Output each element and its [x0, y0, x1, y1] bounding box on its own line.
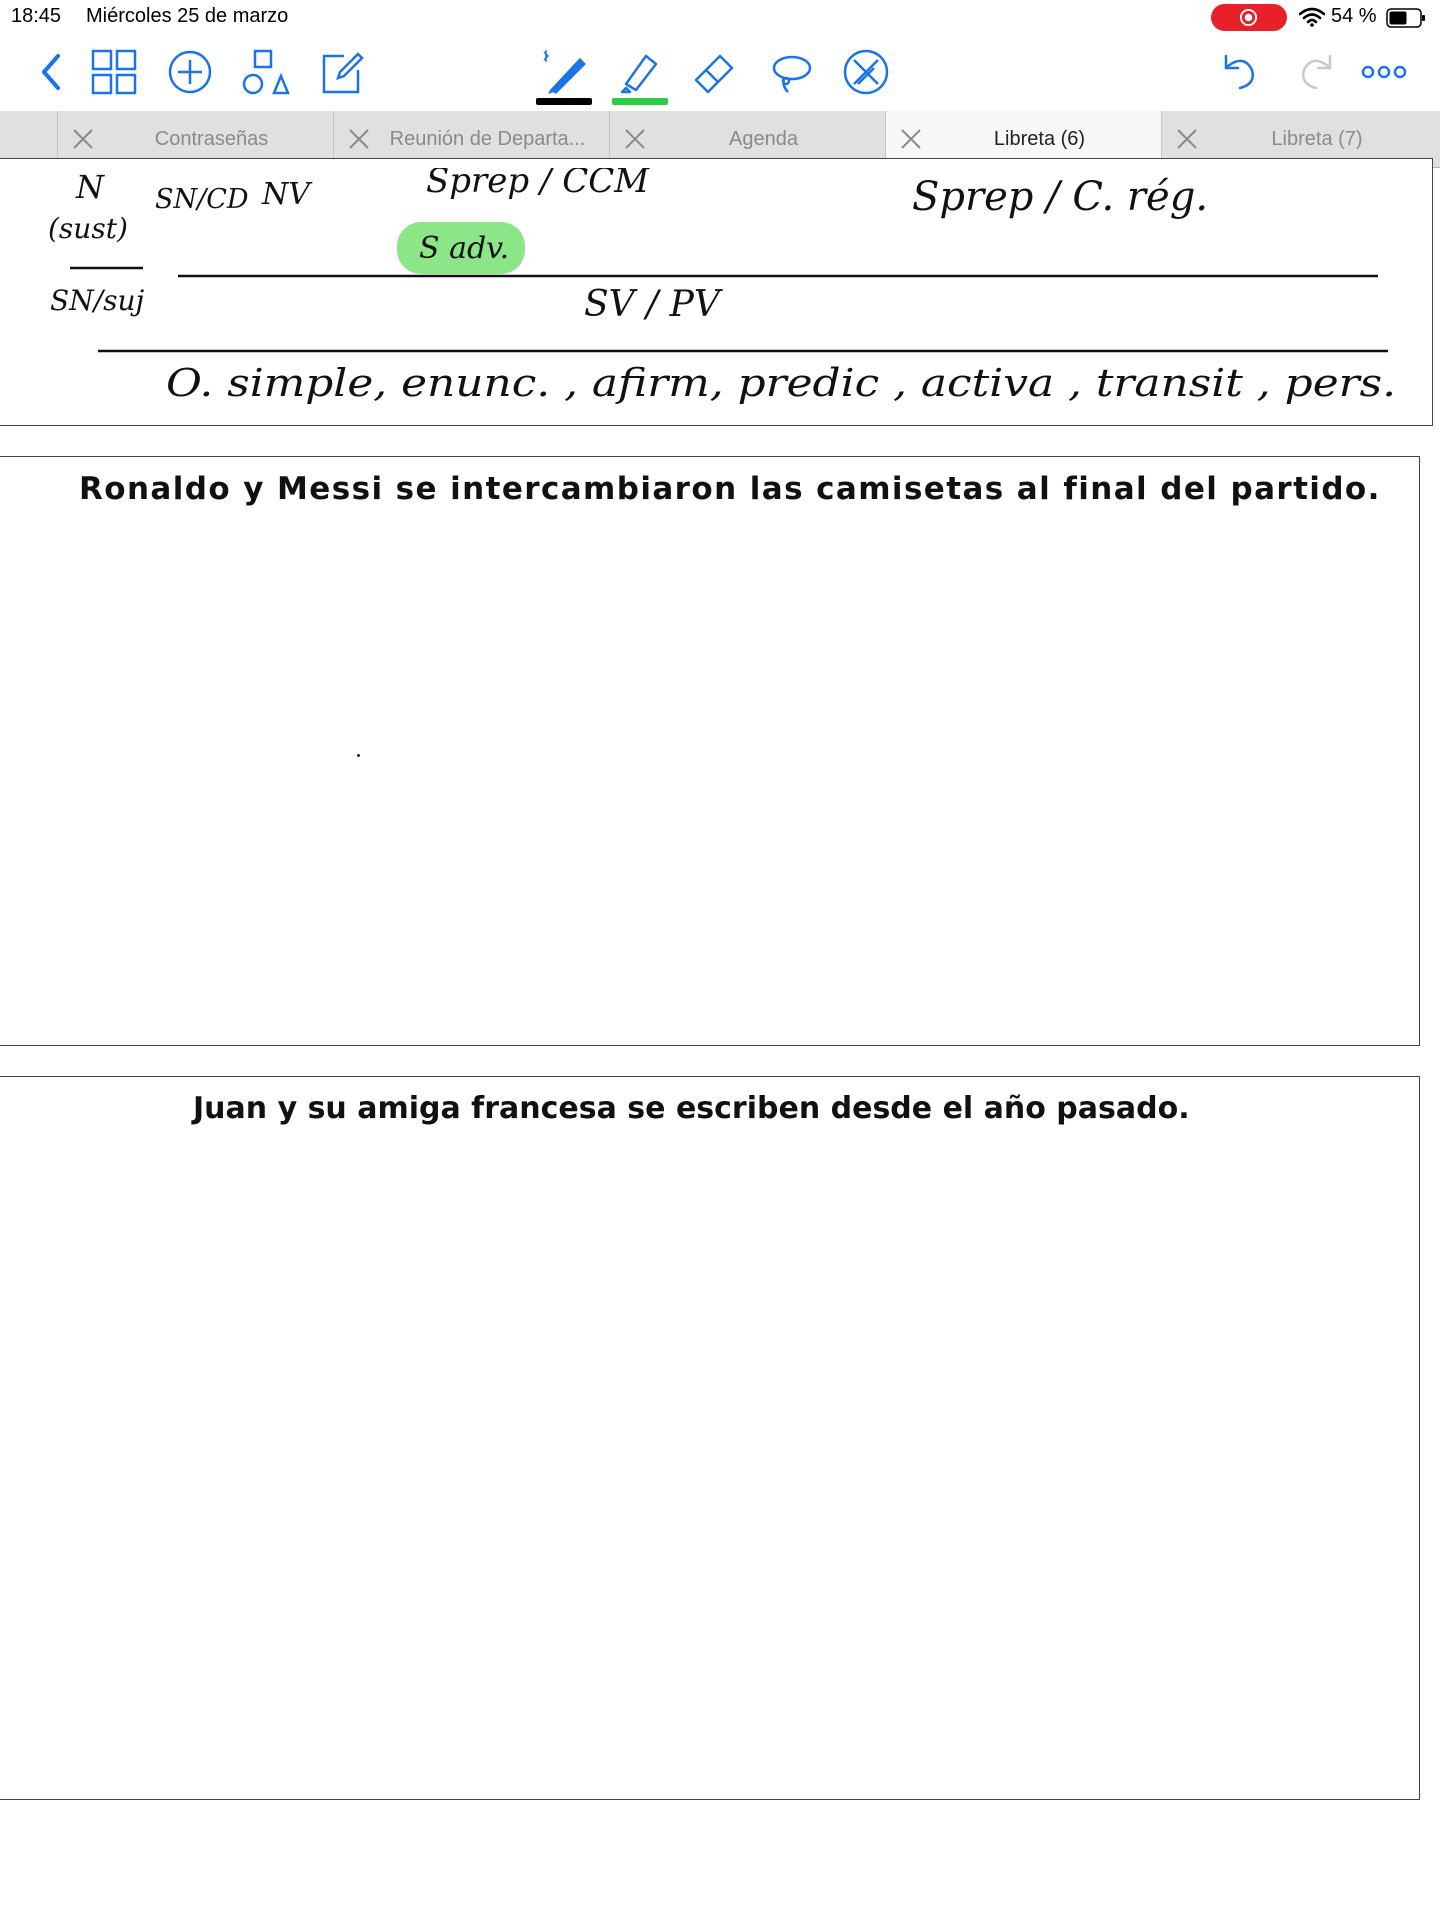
tab-label: Agenda — [729, 128, 798, 150]
notebook-page[interactable] — [0, 168, 1440, 1920]
pen-tool-icon[interactable] — [538, 48, 586, 96]
ink-classification: O. simple, enunc. , afirm, predic , activa , transit , pers. — [166, 361, 1396, 405]
battery-icon — [1386, 8, 1426, 28]
edit-icon[interactable] — [318, 48, 366, 96]
page-grid-icon[interactable] — [90, 48, 138, 96]
screen-recording-indicator[interactable] — [1211, 4, 1287, 31]
pen-color-indicator — [536, 98, 592, 105]
status-time: 18:45 — [11, 5, 62, 27]
add-page-icon[interactable] — [166, 48, 214, 96]
ink-sadv: S adv. — [419, 231, 510, 266]
handwritten-analysis — [0, 168, 1440, 438]
lasso-tool-icon[interactable] — [766, 48, 814, 96]
tab-label: Reunión de Departa... — [389, 128, 586, 150]
close-icon[interactable] — [900, 128, 922, 150]
close-icon[interactable] — [1176, 128, 1198, 150]
exercise-box-2 — [0, 456, 1420, 1046]
undo-icon[interactable] — [1216, 48, 1264, 96]
status-bar — [0, 0, 1440, 34]
toolbar — [0, 36, 1440, 110]
close-icon[interactable] — [72, 128, 94, 150]
shapes-icon[interactable] — [242, 48, 290, 96]
tab-label: Libreta (6) — [993, 128, 1086, 150]
ink-sn-suj: SN/suj — [50, 284, 145, 317]
ink-nv: NV — [262, 177, 310, 212]
laser-pointer-icon[interactable] — [842, 48, 890, 96]
back-chevron-icon[interactable] — [28, 48, 76, 96]
ink-sprep-ccm: Sprep / CCM — [426, 168, 650, 201]
ink-n: N — [76, 168, 104, 206]
status-date: Miércoles 25 de marzo — [86, 5, 289, 27]
exercise-sentence: Juan y su amiga francesa se escriben desde el año pasado. — [193, 1091, 1190, 1126]
battery-percent: 54 % — [1331, 5, 1377, 27]
ink-sprep-creg: Sprep / C. rég. — [912, 174, 1209, 220]
exercise-box-3 — [0, 1076, 1420, 1800]
highlighter-color-indicator — [612, 98, 668, 105]
close-icon[interactable] — [624, 128, 646, 150]
eraser-tool-icon[interactable] — [690, 48, 738, 96]
ink-sv-pv: SV / PV — [584, 284, 720, 325]
ink-dot — [357, 754, 360, 757]
ink-sust: (sust) — [48, 212, 128, 245]
wifi-icon — [1299, 7, 1325, 27]
more-icon[interactable] — [1360, 48, 1408, 96]
close-icon[interactable] — [348, 128, 370, 150]
tab-label: Contraseñas — [154, 128, 269, 150]
exercise-sentence: Ronaldo y Messi se intercambiaron las camisetas al final del partido. — [79, 471, 1381, 507]
tab-label: Libreta (7) — [1271, 128, 1363, 150]
record-icon — [1239, 8, 1258, 27]
ink-sn-cd: SN/CD — [155, 184, 249, 215]
highlighter-tool-icon[interactable] — [614, 48, 662, 96]
redo-icon[interactable] — [1292, 48, 1340, 96]
